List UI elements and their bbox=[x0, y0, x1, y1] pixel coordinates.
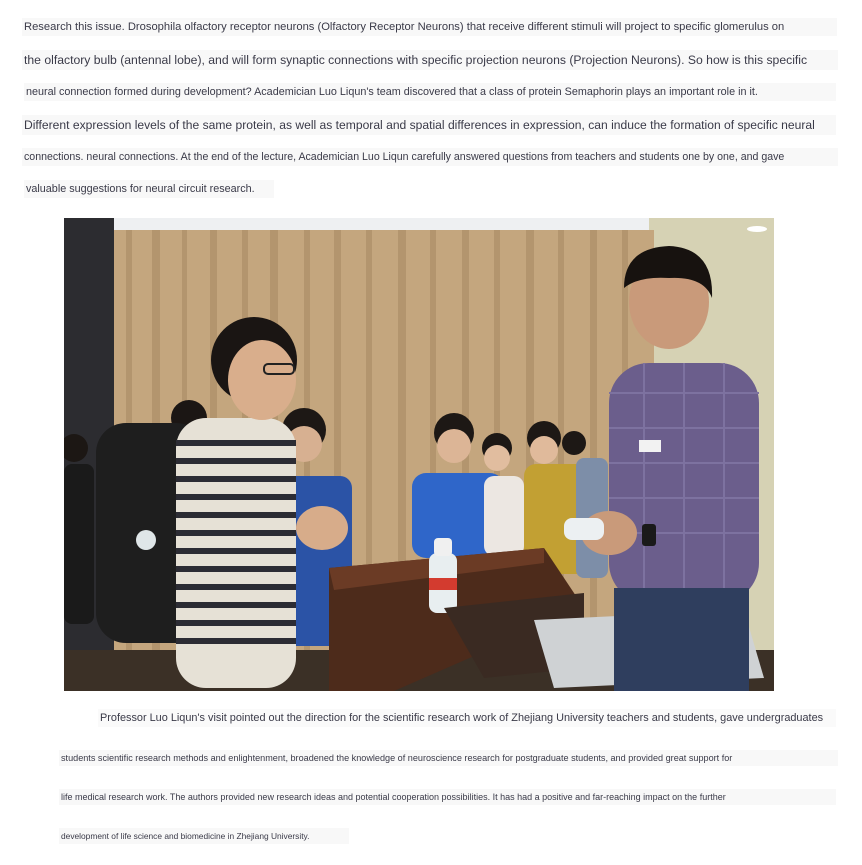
outro-line-1: Professor Luo Liqun's visit pointed out the direction for the scientific research work of Zhejiang University teachers and students, gave undergraduates bbox=[98, 709, 836, 727]
outro-line-2: students scientific research methods and enlightenment, broadened the knowledge of neuroscience research for postgraduate students, and provided great support for bbox=[59, 750, 838, 766]
intro-line-4: Different expression levels of the same protein, as well as temporal and spatial differences in expression, can induce the formation of specific neural bbox=[22, 115, 836, 135]
intro-line-6: valuable suggestions for neural circuit research. bbox=[24, 180, 274, 198]
lecture-photo bbox=[64, 218, 774, 691]
intro-line-5: connections. neural connections. At the end of the lecture, Academician Luo Liqun carefully answered questions from teachers and students one by one, and gave bbox=[22, 148, 838, 166]
outro-line-3: life medical research work. The authors provided new research ideas and potential cooperation possibilities. It has had a positive and far-reaching impact on the further bbox=[59, 789, 836, 805]
outro-line-4: development of life science and biomedicine in Zhejiang University. bbox=[59, 828, 349, 844]
intro-line-1: Research this issue. Drosophila olfactory receptor neurons (Olfactory Receptor Neurons) that receive different stimuli will project to specific glomerulus on bbox=[22, 18, 837, 36]
intro-line-2: the olfactory bulb (antennal lobe), and will form synaptic connections with specific projection neurons (Projection Neurons). So how is this specific bbox=[22, 50, 838, 70]
intro-line-3: neural connection formed during development? Academician Luo Liqun's team discovered that a class of protein Semaphorin plays an important role in it. bbox=[24, 83, 836, 101]
photo-illustration bbox=[64, 218, 774, 691]
